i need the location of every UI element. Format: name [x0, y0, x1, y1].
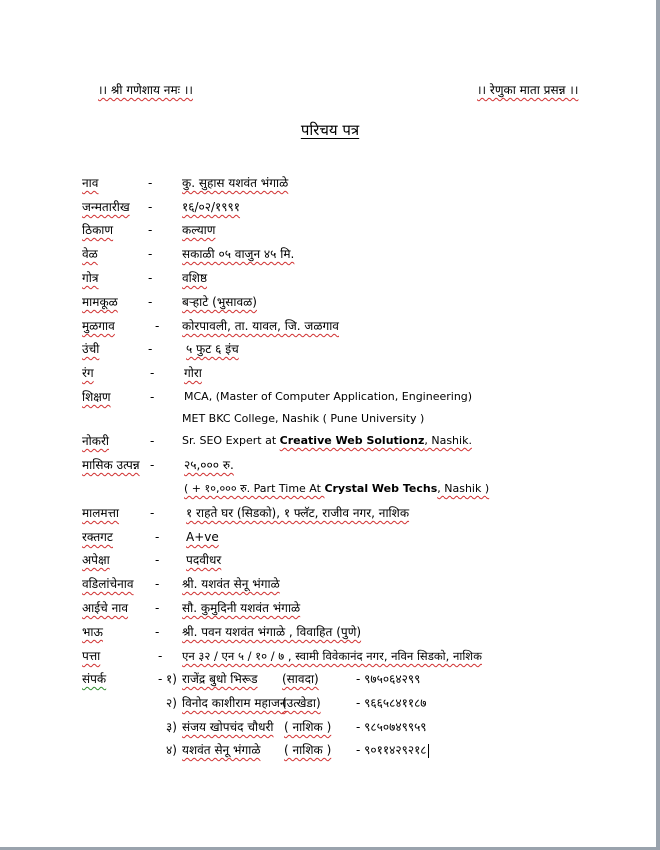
contact-name: विनोद काशीराम महाजन: [182, 696, 287, 710]
blood-value: A+ve: [186, 530, 219, 544]
separator: -: [158, 649, 163, 663]
father-value: श्री. यशवंत सेनू भंगाळे: [182, 577, 280, 591]
address-label: पत्ता: [82, 649, 101, 663]
expectation-value: पदवीधर: [186, 553, 222, 567]
job-city: , Nashik.: [424, 434, 472, 447]
separator: -: [148, 200, 153, 214]
separator: -: [150, 390, 155, 404]
separator: -: [148, 295, 153, 309]
income-extra-text: ( + १०,००० रु. Part Time At: [184, 482, 325, 495]
job-company: Creative Web Solutionz: [279, 434, 425, 447]
address-value: एन ३२ / एन ५ / १० / ७ , स्वामी विवेकानंद नगर, नविन सिडको, नाशिक: [182, 649, 482, 663]
father-label: वडिलांचेनाव: [82, 577, 134, 591]
separator: -: [148, 223, 153, 237]
expectation-label: अपेक्षा: [82, 553, 110, 567]
separator: -: [150, 458, 155, 472]
separator: -: [155, 553, 160, 567]
header-right: ।। रेणुका माता प्रसन्न ।।: [477, 83, 579, 97]
separator: -: [155, 625, 160, 639]
property-value: १ राहते घर (सिडको), १ फ्लॅट, राजीव नगर, नाशिक: [186, 506, 410, 520]
contact-name: राजेंद्र बुधो भिरूड: [182, 672, 258, 686]
place-value: कल्याण: [182, 223, 216, 237]
contact-place: ( नाशिक ): [284, 743, 332, 757]
education-value2: MET BKC College, Nashik ( Pune University ): [182, 412, 425, 425]
income-value: २५,००० रु.: [184, 458, 234, 472]
separator: -: [150, 506, 155, 520]
separator: -: [148, 247, 153, 261]
blood-label: रक्तगट: [82, 530, 113, 544]
contact-place: ( नाशिक ): [284, 720, 332, 734]
separator: -: [150, 434, 155, 448]
separator: -: [148, 342, 153, 356]
mother-label: आईचे नाव: [82, 601, 129, 615]
text-cursor: [428, 744, 429, 758]
separator: -: [148, 271, 153, 285]
separator: -: [155, 530, 160, 544]
name-label: नाव: [82, 176, 99, 190]
income-extra-city: , Nashik ): [437, 482, 490, 495]
contact-place: (उत्खेडा): [282, 696, 321, 710]
mamkul-value: बऱ्हाटे (भुसावळ): [182, 295, 257, 309]
separator: -: [155, 601, 160, 615]
separator: -: [155, 577, 160, 591]
mamkul-label: मामकूळ: [82, 295, 118, 309]
native-label: मुळगाव: [82, 319, 115, 333]
contacts-label: संपर्क: [82, 672, 107, 686]
brother-label: भाऊ: [82, 625, 103, 639]
dob-label: जन्मतारीख: [82, 200, 130, 214]
place-label: ठिकाण: [82, 223, 114, 237]
contact-name: यशवंत सेनू भंगाळे: [182, 743, 261, 757]
job-title: Sr. SEO Expert at: [182, 434, 280, 447]
separator: -: [148, 176, 153, 190]
page-title: [0, 120, 660, 140]
income-extra-company: Crystal Web Techs: [324, 482, 438, 495]
mother-value: सौ. कुमुदिनी यशवंत भंगाळे: [182, 601, 301, 615]
dob-value: १६/०२/१९९१: [182, 200, 241, 214]
contact-place: (सावदा): [282, 672, 319, 686]
income-label: मासिक उत्पन्न: [82, 458, 140, 472]
property-label: मालमत्ता: [82, 506, 119, 520]
contact-phone: - ९७५०६४२९९: [356, 672, 421, 686]
native-value: कोरपावली, ता. यावल, जि. जळगाव: [182, 319, 339, 333]
header-left: ।। श्री गणेशाय नमः ।।: [98, 83, 193, 97]
title-text: परिचय पत्र: [300, 121, 360, 139]
contact-number: ४): [166, 743, 177, 757]
contact-phone: [356, 743, 429, 758]
gotra-value: वशिष्ठ: [182, 271, 208, 285]
contact-phone: - ९६६५८४११८७: [356, 696, 427, 710]
contact-number: ३): [166, 720, 177, 734]
complexion-value: गोरा: [184, 366, 202, 380]
height-label: उंची: [82, 342, 100, 356]
separator: -: [150, 366, 155, 380]
education-value: MCA, (Master of Computer Application, Engineering): [184, 390, 473, 403]
name-value: कु. सुहास यशवंत भंगाळे: [182, 176, 289, 190]
income-extra: [184, 482, 489, 496]
contact-name: संजय खोपचंद चौधरी: [182, 720, 274, 734]
contact-number: १): [166, 672, 177, 686]
contact-phone: - ९८५०७४९९५९: [356, 720, 427, 734]
separator: -: [158, 672, 163, 686]
time-value: सकाळी ०५ वाजुन ४५ मि.: [182, 247, 295, 261]
gotra-label: गोत्र: [82, 271, 99, 285]
height-value: ५ फुट ६ इंच: [186, 342, 239, 356]
separator: -: [155, 319, 160, 333]
education-label: शिक्षण: [82, 390, 111, 404]
contact-phone-text: - ९०११४२९२१८: [356, 743, 427, 757]
job-label: नोकरी: [82, 434, 110, 448]
complexion-label: रंग: [82, 366, 94, 380]
time-label: वेळ: [82, 247, 98, 261]
brother-value: श्री. पवन यशवंत भंगाळे , विवाहित (पुणे): [182, 625, 362, 639]
contact-number: २): [166, 696, 177, 710]
job-value: [182, 434, 472, 448]
